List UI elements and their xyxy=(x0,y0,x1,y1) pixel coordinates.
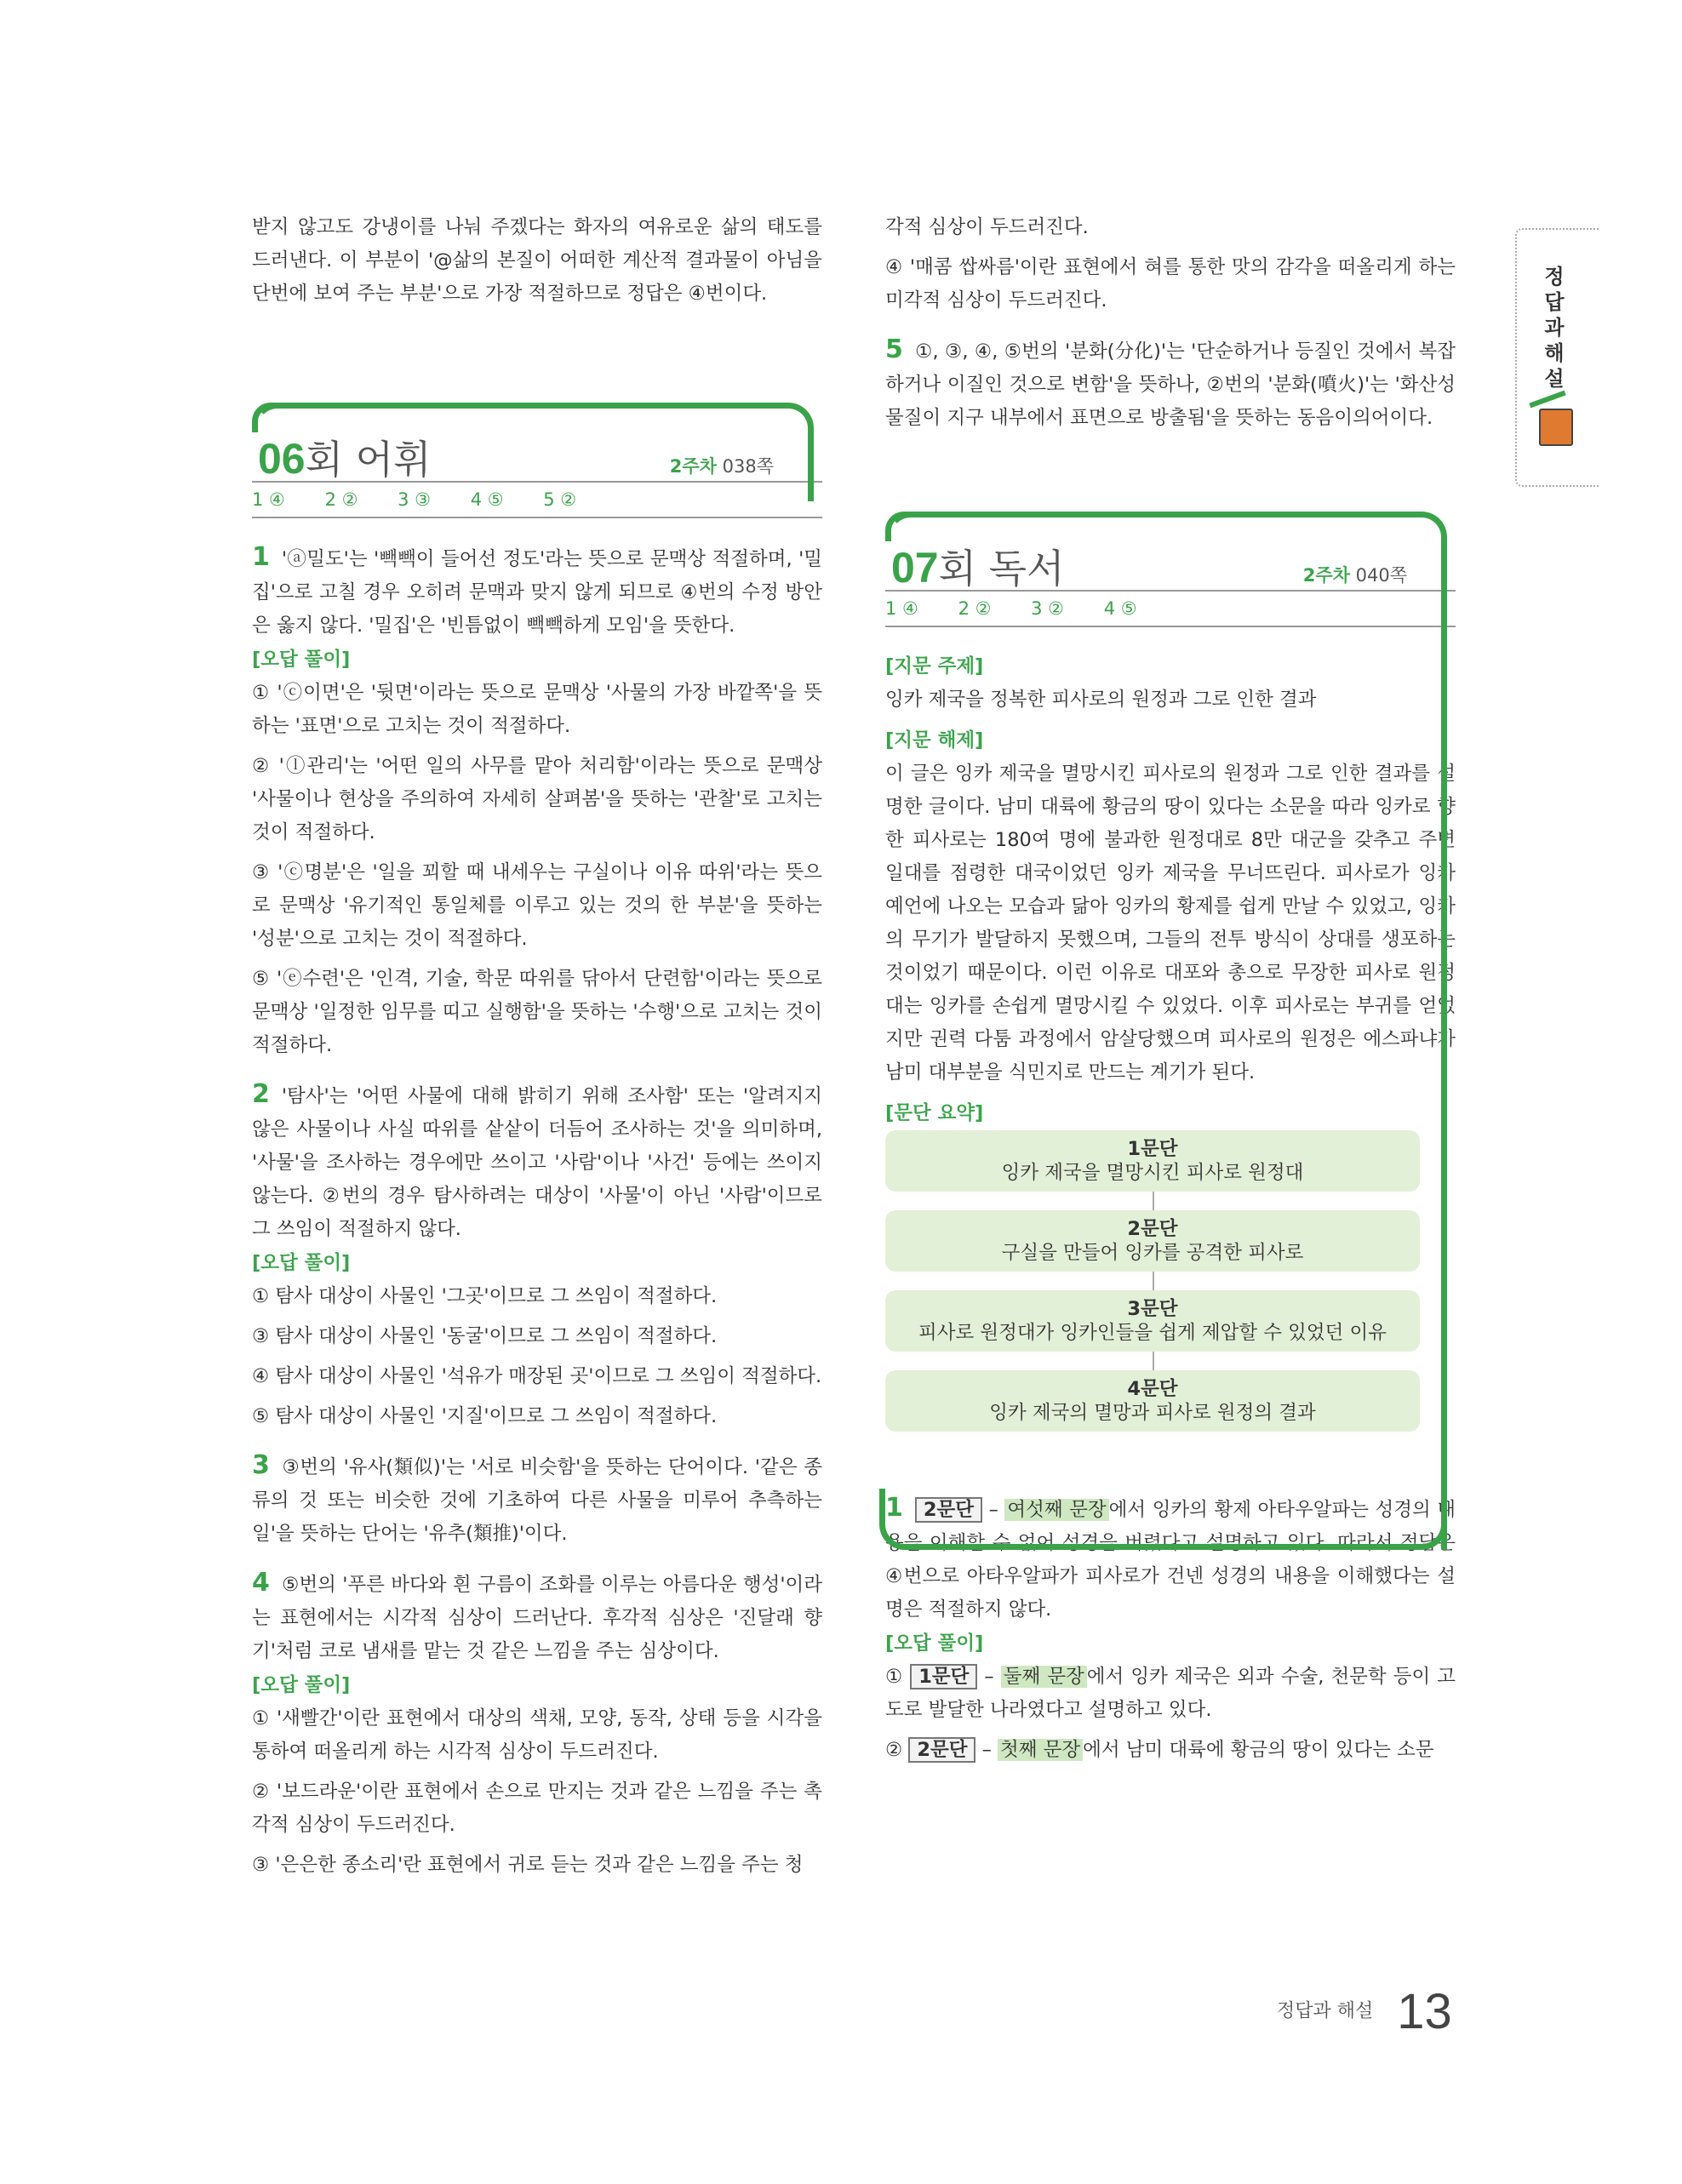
wrong-explanation: ① 1문단 – 둘째 문장 에서 잉카 제국은 외과 수술, 천문학 등이 고도로 발달한 나라였다고 설명하고 있다. xyxy=(885,1666,1456,1721)
wrong-answer-tag: [오답 풀이] xyxy=(252,649,351,671)
box-border xyxy=(808,454,814,501)
box-bottom xyxy=(879,1489,1447,1550)
answer: 4 ⑤ xyxy=(470,489,504,510)
explain-text: 이 글은 잉카 제국을 멸망시킨 피사로의 원정과 그로 인한 결과를 설명한 글이다. 남미 대륙에 황금의 땅이 있다는 소문을 따라 잉카로 향한 피사로는 180여 명에 불과한 원정대로 8만 대군을 갖추고 주변 일대를 점령한 대국이었던 잉카 제국을 무너뜨린다. 피사로가 잉카 예언에 나오는 모습과 닮아 잉카의 황제를 쉽게 만날 수 있었고, 잉카의 무기가 발달하지 못했으며, 그들의 전투 방식이 상대를 생포하는 것이었기 때문이다. 이런 이유로 대포와 총으로 무장한 피사로 원정대는 잉카를 손쉽게 멸망시킬 수 있었다. 이후 피사로는 부귀를 얻었지만 권력 다툼 과정에서 암살당했으며 피사로의 원정은 에스파냐가 남미 대부분을 식민지로 만드는 계기가 된다. xyxy=(885,763,1456,1083)
connector-line xyxy=(1153,1272,1154,1290)
book-icon xyxy=(1539,409,1573,446)
question-4: 4 ⑤번의 '푸른 바다와 흰 구름이 조화를 이루는 아름다운 행성'이라는 표현에서는 시각적 심상이 드러난다. 후각적 심상은 '진달래 향기'처럼 코로 냄새를 맡는 것 같은 느낌을 주는 심상이다. xyxy=(252,1568,822,1662)
wrong-explanation: ⑤ 탐사 대상이 사물인 '지질'이므로 그 쓰임이 적절하다. xyxy=(252,1405,718,1427)
summary-box: 3문단 피사로 원정대가 잉카인들을 쉽게 제압할 수 있었던 이유 xyxy=(885,1290,1420,1352)
left-column xyxy=(252,211,822,1889)
section-number: 07 xyxy=(891,544,939,592)
answer-1-explanation: 1 2문단 – 여섯째 문장 에서 잉카의 황제 아타우알파는 성경의 내용을 이해할 수 없어 성경을 버렸다고 설명하고 있다. 따라서 정답은 ④번으로 아타우알파가 피사로가 건넨 성경의 내용을 이해했다는 설명은 적절하지 않다. xyxy=(885,1493,1456,1621)
summary-tag: [문단 요약] xyxy=(885,1102,984,1124)
summary-box: 2문단 구실을 만들어 잉카를 공격한 피사로 xyxy=(885,1210,1420,1272)
right-column xyxy=(885,211,1456,1774)
wrong-answer-tag: [오답 풀이] xyxy=(885,1632,984,1655)
page-ref: 038쪽 xyxy=(722,456,774,477)
wrong-explanation: ④ '매콤 쌉싸름'이란 표현에서 혀를 통한 맛의 감각을 떠올리게 하는 미각적 심상이 두드러진다. xyxy=(885,256,1456,312)
wrong-explanation: ② '보드라운'이란 표현에서 손으로 만지는 것과 같은 느낌을 주는 촉각적 심상이 두드러진다. xyxy=(252,1781,822,1836)
wrong-explanation: ③ '은은한 종소리'란 표현에서 귀로 듣는 것과 같은 느낌을 주는 청 xyxy=(252,1854,804,1876)
question-3: 3 ③번의 '유사(類似)'는 '서로 비슷함'을 뜻하는 단어이다. '같은 종류의 것 또는 비슷한 것에 기초하여 다른 사물을 미루어 추측하는 일'을 뜻하는 단어는 '유추(類推)'이다. xyxy=(252,1450,822,1545)
section-number: 06 xyxy=(258,435,306,483)
answer: 1 ④ xyxy=(885,598,918,619)
footer-label: 정답과 해설 xyxy=(1277,2000,1374,2022)
summary-flow xyxy=(885,1130,1456,1432)
intro-text: 받지 않고도 강냉이를 나눠 주겠다는 화자의 여유로운 삶의 태도를 드러낸다. 이 부분이 '@삶의 본질이 어떠한 계산적 결과물이 아님을 단번에 보여 주는 부분'으로 가장 적절하므로 정답은 ④번이다. xyxy=(252,216,822,305)
answer: 2 ② xyxy=(324,489,358,510)
answer: 2 ② xyxy=(958,598,992,619)
summary-box: 4문단 잉카 제국의 멸망과 피사로 원정의 결과 xyxy=(885,1370,1420,1432)
answer-row xyxy=(885,590,1456,627)
answer: 1 ④ xyxy=(252,489,285,510)
wrong-answer-tag: [오답 풀이] xyxy=(252,1674,351,1696)
question-1: 1 'ⓐ밀도'는 '빽빽이 들어선 정도'라는 뜻으로 문맥상 적절하며, '밀집'으로 고칠 경우 오히려 문맥과 맞지 않게 되므로 ④번의 수정 방안은 옳지 않다. '밀집'은 '빈틈없이 빽빽하게 모임'을 뜻한다. xyxy=(252,542,822,637)
wrong-explanation: ① 탐사 대상이 사물인 '그곳'이므로 그 쓰임이 적절하다. xyxy=(252,1285,718,1307)
summary-box: 1문단 잉카 제국을 멸망시킨 피사로 원정대 xyxy=(885,1130,1420,1192)
section-name: 회 독서 xyxy=(938,546,1065,592)
answer: 3 ② xyxy=(1031,598,1064,619)
wrong-answer-tag: [오답 풀이] xyxy=(252,1252,351,1274)
connector-line xyxy=(1153,1192,1154,1210)
side-tab-label: 정답과해설 xyxy=(1544,265,1565,391)
wrong-explanation: ② 'ⓛ관리'는 '어떤 일의 사무를 맡아 처리함'이라는 뜻으로 문맥상 '사물이나 현상을 주의하여 자세히 살펴봄'을 뜻하는 '관찰'로 고치는 것이 적절하다. xyxy=(252,755,822,843)
question-5: 5 ①, ③, ④, ⑤번의 '분화(分化)'는 '단순하거나 등질인 것에서 복잡하거나 이질인 것으로 변함'을 뜻하나, ②번의 '분화(噴火)'는 '화산성 물질이 지구 내부에서 표면으로 방출됨'을 뜻하는 동음이의어이다. xyxy=(885,334,1456,429)
page-number: 13 xyxy=(1397,1984,1452,2039)
week-label: 2주차 xyxy=(1302,565,1350,586)
continued-text: 각적 심상이 두드러진다. xyxy=(885,216,1089,238)
answer: 4 ⑤ xyxy=(1103,598,1137,619)
answer: 5 ② xyxy=(543,489,577,510)
wrong-explanation: ③ 'ⓒ명분'은 '일을 꾀할 때 내세우는 구실이나 이유 따위'라는 뜻으로 문맥상 '유기적인 통일체를 이루고 있는 것의 한 부분'을 뜻하는 '성분'으로 고치는 것이 적절하다. xyxy=(252,861,822,950)
side-index-tab[interactable] xyxy=(1515,228,1599,487)
page-ref: 040쪽 xyxy=(1355,565,1407,586)
section-07-title xyxy=(885,512,1447,590)
wrong-explanation: ⑤ 'ⓔ수련'은 '인격, 기술, 학문 따위를 닦아서 단련함'이라는 뜻으로 문맥상 '일정한 임무를 띠고 실행함'을 뜻하는 '수행'으로 고치는 것이 적절하다. xyxy=(252,968,822,1056)
wrong-explanation: ① '새빨간'이란 표현에서 대상의 색채, 모양, 동작, 상태 등을 시각을 통하여 떠올리게 하는 시각적 심상이 두드러진다. xyxy=(252,1707,822,1763)
section-name: 회 어휘 xyxy=(305,437,432,483)
section-06-title xyxy=(252,403,814,481)
box-border xyxy=(1441,563,1447,1550)
wrong-explanation: ④ 탐사 대상이 사물인 '석유가 매장된 곳'이므로 그 쓰임이 적절하다. xyxy=(252,1365,822,1387)
pencil-icon xyxy=(1529,391,1565,409)
explain-tag: [지문 해제] xyxy=(885,729,984,752)
week-label: 2주차 xyxy=(669,456,717,477)
connector-line xyxy=(1153,1352,1154,1370)
wrong-explanation: ① 'ⓒ이면'은 '뒷면'이라는 뜻으로 문맥상 '사물의 가장 바깥쪽'을 뜻하는 '표면'으로 고치는 것이 적절하다. xyxy=(252,682,822,737)
question-2: 2 '탐사'는 '어떤 사물에 대해 밝히기 위해 조사함' 또는 '알려지지 않은 사물이나 사실 따위를 샅샅이 더듬어 조사하는 것'을 의미하며, '사물'을 조사하는 경우에만 쓰이고 '사람'이나 '사건' 등에는 쓰이지 않는다. ②번의 경우 탐사하려는 대상이 '사물'이 아닌 '사람'이므로 그 쓰임이 적절하지 않다. xyxy=(252,1079,822,1240)
theme-text: 잉카 제국을 정복한 피사로의 원정과 그로 인한 결과 xyxy=(885,689,1317,711)
answer-row xyxy=(252,481,822,518)
page-footer xyxy=(1277,1983,1452,2040)
wrong-explanation: ② 2문단 – 첫째 문장 에서 남미 대륙에 황금의 땅이 있다는 소문 xyxy=(885,1739,1434,1761)
answer: 3 ③ xyxy=(398,489,431,510)
theme-tag: [지문 주제] xyxy=(885,655,984,677)
wrong-explanation: ③ 탐사 대상이 사물인 '동굴'이므로 그 쓰임이 적절하다. xyxy=(252,1325,718,1347)
